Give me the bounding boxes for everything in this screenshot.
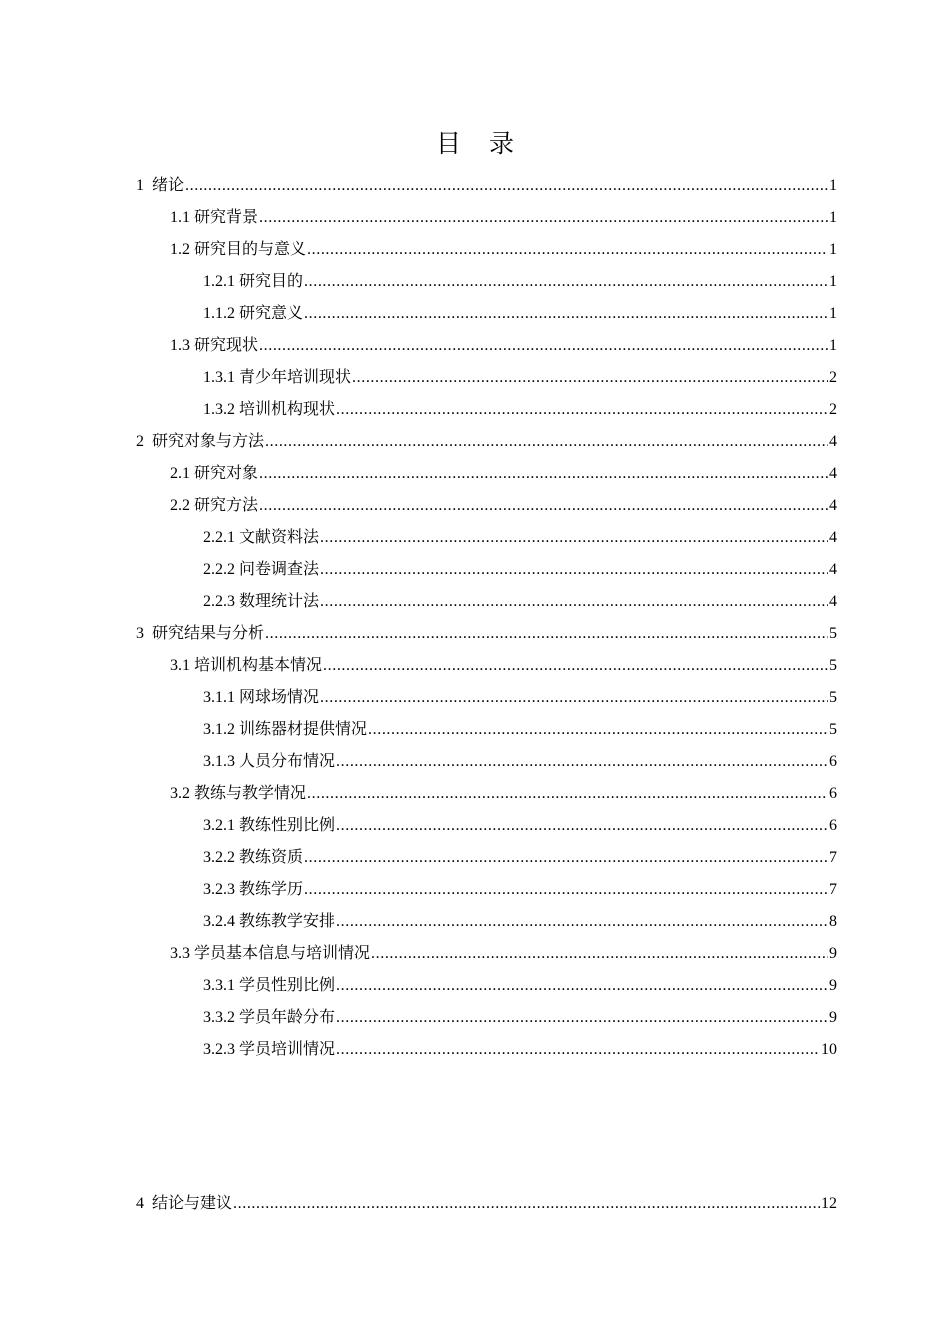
page-title: 目 录 — [436, 129, 524, 158]
toc-entry[interactable] — [203, 974, 837, 998]
toc-entry[interactable] — [203, 558, 837, 582]
toc-entry-page: 7 — [829, 849, 837, 866]
dot-leader — [371, 942, 828, 966]
toc-entry[interactable] — [170, 494, 837, 518]
dot-leader — [259, 334, 828, 358]
toc-entry-label: 教练与教学情况 — [194, 785, 307, 802]
dot-leader — [304, 302, 828, 326]
toc-entry-page: 8 — [829, 913, 837, 930]
toc-entry-label: 教练性别比例 — [239, 817, 336, 834]
toc-entry-label: 绪论 — [152, 177, 185, 194]
toc-entry[interactable] — [170, 654, 837, 678]
dot-leader — [304, 846, 828, 870]
toc-entry-label: 文献资料法 — [239, 529, 320, 546]
toc-entry-page: 4 — [829, 433, 837, 450]
toc-entry-label: 问卷调查法 — [239, 561, 320, 578]
dot-leader — [265, 622, 828, 646]
dot-leader — [368, 718, 828, 742]
toc-entry-number: 4 — [136, 1195, 152, 1212]
toc-entry-page: 1 — [829, 337, 837, 354]
toc-entry-number: 3.1.3 — [203, 753, 239, 770]
toc-entry[interactable] — [136, 622, 837, 646]
toc-entry-page: 1 — [829, 177, 837, 194]
toc-entry[interactable] — [203, 526, 837, 550]
toc-entry-number: 1 — [136, 177, 152, 194]
toc-entry-number: 2.2.1 — [203, 529, 239, 546]
toc-entry-page: 5 — [829, 721, 837, 738]
toc-entry-number: 1.3 — [170, 337, 194, 354]
toc-entry-page: 2 — [829, 369, 837, 386]
toc-entry-number: 2.1 — [170, 465, 194, 482]
toc-entry-label: 学员基本信息与培训情况 — [194, 945, 371, 962]
toc-entry[interactable] — [203, 366, 837, 390]
toc-entry[interactable] — [170, 782, 837, 806]
dot-leader — [336, 750, 828, 774]
toc-entry-number: 2.2 — [170, 497, 194, 514]
toc-entry-page: 6 — [829, 753, 837, 770]
toc-entry-label: 教练教学安排 — [239, 913, 336, 930]
dot-leader — [336, 1006, 828, 1030]
toc-entry[interactable] — [203, 686, 837, 710]
dot-leader — [323, 654, 828, 678]
toc-entry-number: 1.3.1 — [203, 369, 239, 386]
toc-entry-page: 5 — [829, 689, 837, 706]
dot-leader — [320, 558, 828, 582]
toc-entry[interactable] — [203, 846, 837, 870]
dot-leader — [336, 1038, 820, 1062]
toc-entry-page: 1 — [829, 273, 837, 290]
toc-entry-page: 5 — [829, 625, 837, 642]
toc-entry-number: 3.2.3 — [203, 1041, 239, 1058]
toc-entry-label: 研究背景 — [194, 209, 259, 226]
toc-entry-number: 3.2.3 — [203, 881, 239, 898]
toc-entry-page: 4 — [829, 561, 837, 578]
dot-leader — [185, 174, 828, 198]
dot-leader — [304, 878, 828, 902]
toc-entry-number: 3.3.1 — [203, 977, 239, 994]
toc-entry-label: 青少年培训现状 — [239, 369, 352, 386]
toc-entry-number: 2.2.3 — [203, 593, 239, 610]
toc-entry-number: 3.1 — [170, 657, 194, 674]
dot-leader — [336, 910, 828, 934]
toc-entry-page: 1 — [829, 241, 837, 258]
toc-entry[interactable] — [136, 174, 837, 198]
toc-entry[interactable] — [136, 1192, 837, 1216]
toc-entry-number: 3.1.2 — [203, 721, 239, 738]
toc-entry-label: 学员年龄分布 — [239, 1009, 336, 1026]
toc-entry[interactable] — [136, 430, 837, 454]
toc-entry-label: 研究结果与分析 — [152, 625, 265, 642]
toc-entry-number: 1.2 — [170, 241, 194, 258]
toc-entry-number: 3.2 — [170, 785, 194, 802]
toc-entry-label: 数理统计法 — [239, 593, 320, 610]
toc-entry-label: 培训机构现状 — [239, 401, 336, 418]
dot-leader — [304, 270, 828, 294]
dot-leader — [336, 398, 828, 422]
toc-entry-page: 4 — [829, 497, 837, 514]
toc-entry-number: 3 — [136, 625, 152, 642]
toc-entry-label: 研究方法 — [194, 497, 259, 514]
toc-entry-page: 4 — [829, 529, 837, 546]
toc-entry-page: 4 — [829, 593, 837, 610]
dot-leader — [259, 462, 828, 486]
toc-entry-label: 网球场情况 — [239, 689, 320, 706]
toc-entry-number: 2.2.2 — [203, 561, 239, 578]
toc-entry-page: 9 — [829, 945, 837, 962]
toc-entry-number: 3.3.2 — [203, 1009, 239, 1026]
toc-entry-label: 训练器材提供情况 — [239, 721, 368, 738]
toc-entry-page: 12 — [821, 1195, 837, 1212]
toc-entry[interactable] — [170, 334, 837, 358]
dot-leader — [307, 238, 828, 262]
toc-entry[interactable] — [170, 942, 837, 966]
toc-entry-page: 5 — [829, 657, 837, 674]
toc-entry-label: 教练资质 — [239, 849, 304, 866]
toc-entry[interactable] — [170, 462, 837, 486]
toc-entry-label: 研究现状 — [194, 337, 259, 354]
toc-entry-page: 10 — [821, 1041, 837, 1058]
toc-entry-label: 研究目的 — [239, 273, 304, 290]
toc-entry-number: 1.1 — [170, 209, 194, 226]
toc-entry[interactable] — [203, 302, 837, 326]
toc-entry-label: 研究对象 — [194, 465, 259, 482]
dot-leader — [307, 782, 828, 806]
toc-entry-page: 9 — [829, 977, 837, 994]
toc-entry-number: 1.2.1 — [203, 273, 239, 290]
toc-entry-label: 学员性别比例 — [239, 977, 336, 994]
toc-entry[interactable] — [203, 398, 837, 422]
toc-entry-label: 人员分布情况 — [239, 753, 336, 770]
toc-entry[interactable] — [203, 718, 837, 742]
dot-leader — [259, 494, 828, 518]
toc-entry-number: 1.3.2 — [203, 401, 239, 418]
toc-entry[interactable] — [170, 238, 837, 262]
toc-entry-page: 2 — [829, 401, 837, 418]
toc-entry-label: 研究目的与意义 — [194, 241, 307, 258]
toc-entry-number: 2 — [136, 433, 152, 450]
toc-entry-page: 4 — [829, 465, 837, 482]
dot-leader — [259, 206, 828, 230]
toc-entry-number: 3.2.4 — [203, 913, 239, 930]
toc-entry[interactable] — [203, 1038, 837, 1062]
toc-entry-label: 研究意义 — [239, 305, 304, 322]
toc-entry-label: 教练学历 — [239, 881, 304, 898]
toc-entry-page: 6 — [829, 817, 837, 834]
toc-entry-page: 6 — [829, 785, 837, 802]
toc-entry-label: 研究对象与方法 — [152, 433, 265, 450]
toc-entry[interactable] — [203, 910, 837, 934]
dot-leader — [320, 590, 828, 614]
toc-entry[interactable] — [203, 1006, 837, 1030]
toc-entry-page: 7 — [829, 881, 837, 898]
dot-leader — [265, 430, 828, 454]
toc-entry-label: 培训机构基本情况 — [194, 657, 323, 674]
toc-entry[interactable] — [170, 206, 837, 230]
toc-entry-number: 1.1.2 — [203, 305, 239, 322]
toc-entry-label: 结论与建议 — [152, 1195, 233, 1212]
toc-entry[interactable] — [203, 590, 837, 614]
toc-entry-number: 3.2.2 — [203, 849, 239, 866]
dot-leader — [336, 814, 828, 838]
toc-entry-page: 9 — [829, 1009, 837, 1026]
dot-leader — [352, 366, 828, 390]
toc-entry-number: 3.3 — [170, 945, 194, 962]
toc-entry-page: 1 — [829, 209, 837, 226]
dot-leader — [336, 974, 828, 998]
toc-entry-label: 学员培训情况 — [239, 1041, 336, 1058]
toc-entry[interactable] — [203, 814, 837, 838]
dot-leader — [320, 526, 828, 550]
dot-leader — [320, 686, 828, 710]
toc-entry-number: 3.1.1 — [203, 689, 239, 706]
dot-leader — [233, 1192, 820, 1216]
toc-entry-number: 3.2.1 — [203, 817, 239, 834]
toc-entry[interactable] — [203, 878, 837, 902]
toc-entry-page: 1 — [829, 305, 837, 322]
toc-entry[interactable] — [203, 270, 837, 294]
toc-entry[interactable] — [203, 750, 837, 774]
